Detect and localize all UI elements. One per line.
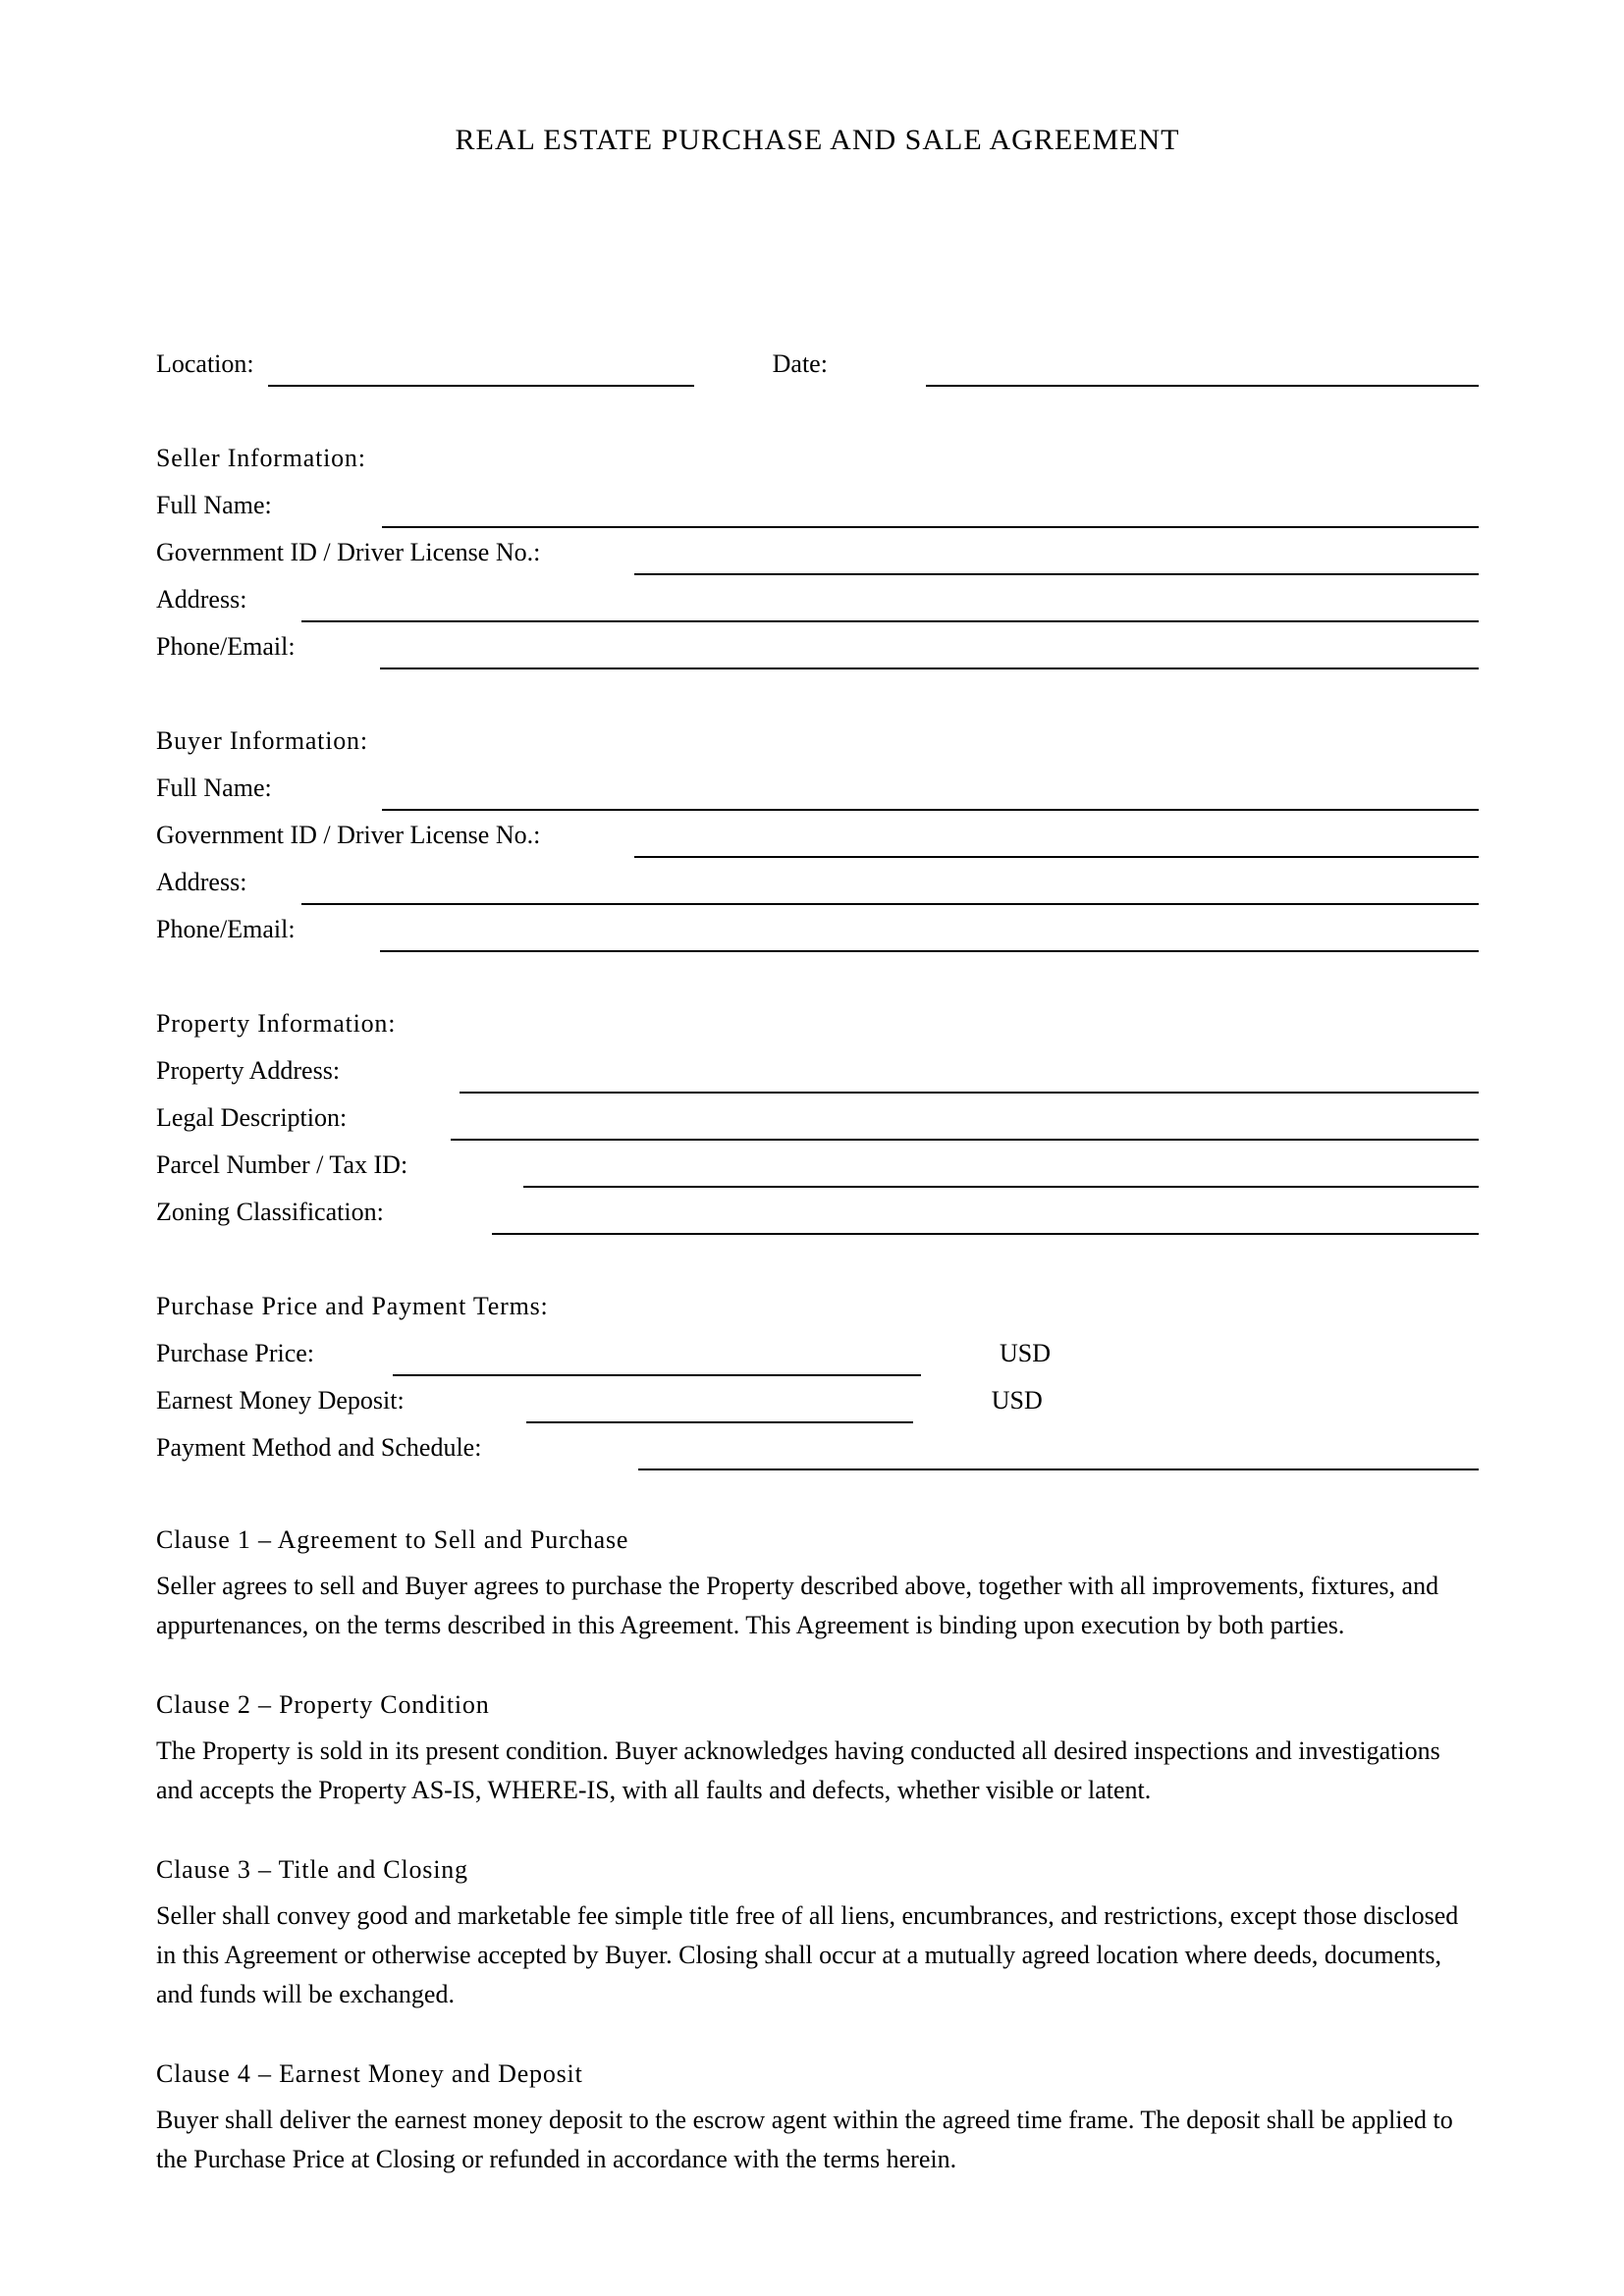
payment-method-label: Payment Method and Schedule: [156,1433,482,1462]
buyer-address-field[interactable] [301,903,1479,905]
clause-2-text: The Property is sold in its present condition. Buyer acknowledges having conducted all desired inspections and investigations and accepts the Property AS-IS, WHERE-IS, with all faults and defects, whether visible or latent. [156,1736,1440,1804]
legal-description-label: Legal Description: [156,1103,348,1132]
parcel-number-label: Parcel Number / Tax ID: [156,1150,408,1179]
seller-full-name-row [156,473,1479,520]
earnest-deposit-currency: USD [991,1386,1043,1415]
purchase-price-label: Purchase Price: [156,1339,315,1367]
clause-3-text: Seller shall convey good and marketable fee simple title free of all liens, encumbrances, and restrictions, except those disclosed in this Agreement or otherwise accepted by Buyer. Closing shall occur at a mutually agreed location where deeds, documents, and funds will be exchanged. [156,1901,1459,2008]
property-section-heading: Property Information: [156,1009,397,1038]
buyer-full-name-label: Full Name: [156,774,272,802]
clause-2 [156,1690,1479,1810]
clause-1 [156,1525,1479,1645]
parcel-number-field[interactable] [523,1186,1479,1188]
buyer-address-label: Address: [156,868,247,896]
property-address-row [156,1039,1479,1086]
seller-section-heading: Seller Information: [156,444,366,472]
clause-1-text: Seller agrees to sell and Buyer agrees to purchase the Property described above, together with all improvements, fixtures, and appurtenances, on the terms described in this Agreement. This Agreement is binding upon execution by both parties. [156,1572,1439,1639]
clause-3-heading: Clause 3 – Title and Closing [156,1855,468,1884]
earnest-deposit-field[interactable] [526,1421,913,1423]
seller-phone-email-field[interactable] [380,667,1479,669]
clause-3 [156,1855,1479,2014]
seller-phone-email-label: Phone/Email: [156,632,296,661]
buyer-full-name-field[interactable] [382,809,1479,811]
buyer-phone-email-label: Phone/Email: [156,915,296,943]
date-field[interactable] [926,385,1479,387]
seller-gov-id-field[interactable] [634,573,1479,575]
seller-address-label: Address: [156,585,247,614]
clause-4 [156,2059,1479,2179]
payment-method-field[interactable] [638,1468,1479,1470]
document-title: REAL ESTATE PURCHASE AND SALE AGREEMENT [455,124,1180,156]
location-field[interactable] [268,385,694,387]
earnest-deposit-label: Earnest Money Deposit: [156,1386,405,1415]
buyer-phone-email-field[interactable] [380,950,1479,952]
buyer-gov-id-label: Government ID / Driver License No.: [156,821,541,849]
clause-4-text: Buyer shall deliver the earnest money deposit to the escrow agent within the agreed time frame. The deposit shall be applied to the Purchase Price at Closing or refunded in accordance with the terms herein. [156,2106,1453,2173]
purchase-price-row [156,1321,1479,1368]
seller-full-name-label: Full Name: [156,491,272,519]
buyer-section-heading: Buyer Information: [156,726,368,755]
clause-2-heading: Clause 2 – Property Condition [156,1690,490,1719]
location-date-row [156,332,1479,379]
clause-4-heading: Clause 4 – Earnest Money and Deposit [156,2059,583,2088]
buyer-full-name-row [156,756,1479,803]
property-address-field[interactable] [460,1092,1479,1094]
buyer-gov-id-field[interactable] [634,856,1479,858]
seller-address-field[interactable] [301,620,1479,622]
legal-description-field[interactable] [451,1139,1479,1141]
date-label: Date: [772,349,828,378]
seller-gov-id-label: Government ID / Driver License No.: [156,538,541,566]
location-label: Location: [156,349,254,378]
purchase-price-field[interactable] [393,1374,921,1376]
property-address-label: Property Address: [156,1056,341,1085]
seller-full-name-field[interactable] [382,526,1479,528]
zoning-label: Zoning Classification: [156,1198,384,1226]
clause-1-heading: Clause 1 – Agreement to Sell and Purchase [156,1525,629,1554]
purchase-price-currency: USD [1000,1339,1052,1367]
zoning-field[interactable] [492,1233,1479,1235]
payment-section-heading: Purchase Price and Payment Terms: [156,1292,549,1320]
